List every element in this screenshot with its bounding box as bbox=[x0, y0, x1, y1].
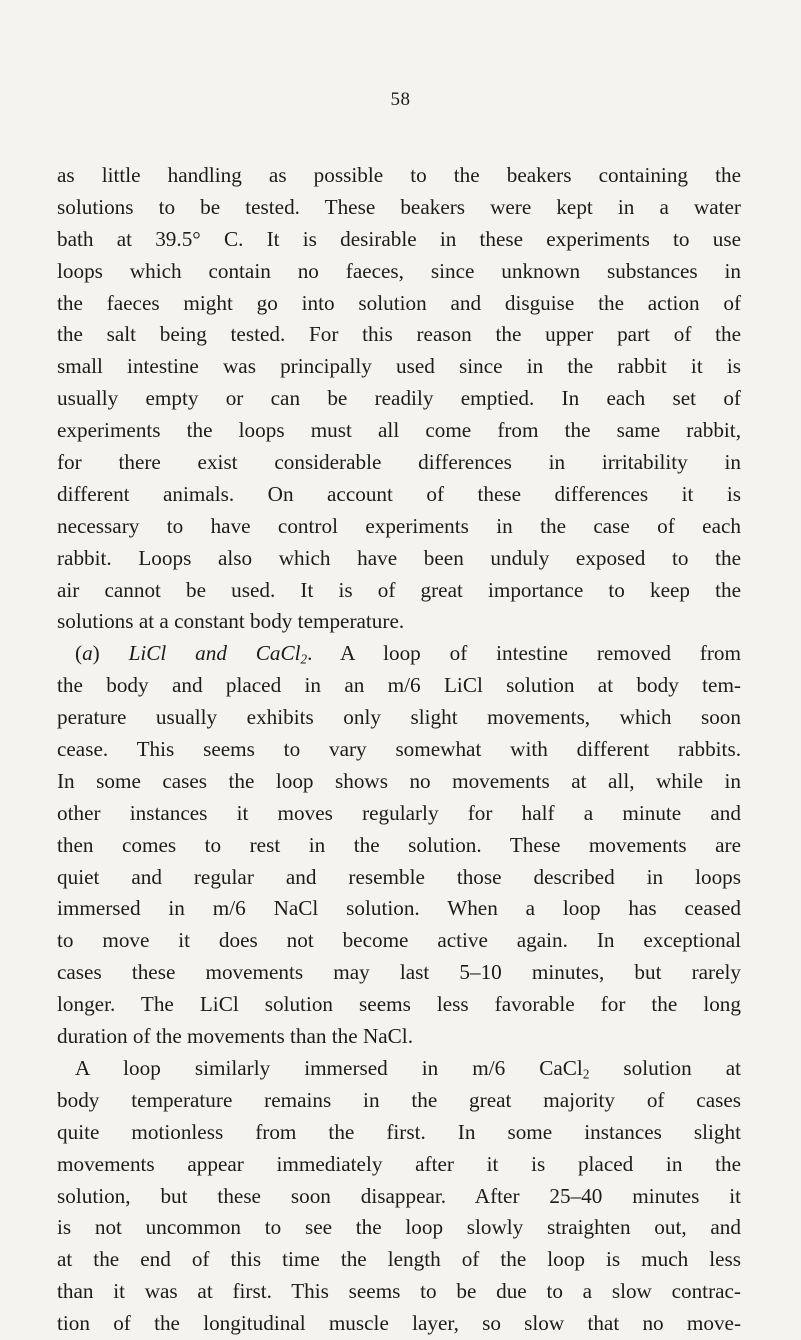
text-line: experiments the loops must all come from the same rabbit, bbox=[57, 418, 741, 443]
text-line: different animals. On account of these differences it is bbox=[57, 481, 741, 506]
text-line: loops which contain no faeces, since unknown substances in bbox=[57, 258, 741, 283]
text-line: other instances it moves regularly for half a minute and bbox=[57, 800, 741, 825]
text-line: at the end of this time the length of the loop is much less bbox=[57, 1247, 741, 1272]
text-line: solutions at a constant body temperature. bbox=[57, 609, 405, 634]
text-line: for there exist considerable differences in irritability in bbox=[57, 450, 741, 475]
text-line: In some cases the loop shows no movements at all, while in bbox=[57, 768, 741, 793]
text-line: bath at 39.5° C. It is desirable in these experiments to use bbox=[57, 226, 741, 251]
text-line: usually empty or can be readily emptied. In each set of bbox=[57, 386, 741, 411]
text-line: cases these movements may last 5–10 minutes, but rarely bbox=[57, 960, 741, 985]
text-line: the body and placed in an m/6 LiCl solution at body tem- bbox=[57, 673, 741, 698]
text-line: tion of the longitudinal muscle layer, so slow that no move- bbox=[57, 1311, 741, 1336]
text-line: movements appear immediately after it is placed in the bbox=[57, 1151, 741, 1176]
text-line: to move it does not become active again. In exceptional bbox=[57, 928, 741, 953]
text-line: perature usually exhibits only slight movements, which soon bbox=[57, 705, 741, 730]
text-line: the faeces might go into solution and disguise the action of bbox=[57, 290, 741, 315]
paragraph-start-line bbox=[57, 1053, 741, 1085]
text-line: air cannot be used. It is of great importance to keep the bbox=[57, 577, 741, 602]
text-line: the salt being tested. For this reason the upper part of the bbox=[57, 322, 741, 347]
text-line: necessary to have control experiments in the case of each bbox=[57, 513, 741, 538]
heading-line-text: A loop of intestine removed from bbox=[340, 641, 741, 666]
text-line: than it was at first. This seems to be due to a slow contrac- bbox=[57, 1279, 741, 1304]
subscript: 2 bbox=[582, 1066, 590, 1082]
line-text-after: solution at bbox=[623, 1055, 742, 1080]
text-line: longer. The LiCl solution seems less favorable for the long bbox=[57, 992, 741, 1017]
text-line: body temperature remains in the great majority of cases bbox=[57, 1087, 741, 1112]
section-heading bbox=[129, 641, 308, 665]
line-text-before: A loop similarly immersed in m/6 CaCl bbox=[75, 1055, 583, 1080]
section-heading-line bbox=[57, 638, 741, 670]
heading-letter: a bbox=[82, 641, 93, 666]
text-line: is not uncommon to see the loop slowly straighten out, and bbox=[57, 1215, 741, 1240]
text-line: rabbit. Loops also which have been unduly exposed to the bbox=[57, 545, 741, 570]
text-line: duration of the movements than the NaCl. bbox=[57, 1024, 413, 1049]
heading-paren-close: ) bbox=[92, 641, 100, 666]
page-number: 58 bbox=[390, 89, 411, 110]
text-line: then comes to rest in the solution. These movements are bbox=[57, 832, 741, 857]
text-line: quiet and regular and resemble those described in loops bbox=[57, 864, 741, 889]
text-line: immersed in m/6 NaCl solution. When a loop has ceased bbox=[57, 896, 741, 921]
text-line: quite motionless from the first. In some instances slight bbox=[57, 1119, 741, 1144]
text-line: small intestine was principally used since in the rabbit it is bbox=[57, 354, 741, 379]
heading-paren-open: ( bbox=[75, 641, 83, 666]
heading-subscript: 2 bbox=[300, 651, 308, 667]
text-line: cease. This seems to vary somewhat with different rabbits. bbox=[57, 737, 741, 762]
text-line: solution, but these soon disappear. After 25–40 minutes it bbox=[57, 1183, 741, 1208]
heading-period: . bbox=[307, 641, 313, 666]
heading-text: LiCl and CaCl bbox=[128, 641, 301, 666]
text-line: solutions to be tested. These beakers were kept in a water bbox=[57, 194, 741, 219]
text-line: as little handling as possible to the beakers containing the bbox=[57, 163, 741, 187]
body-text bbox=[57, 160, 741, 1340]
